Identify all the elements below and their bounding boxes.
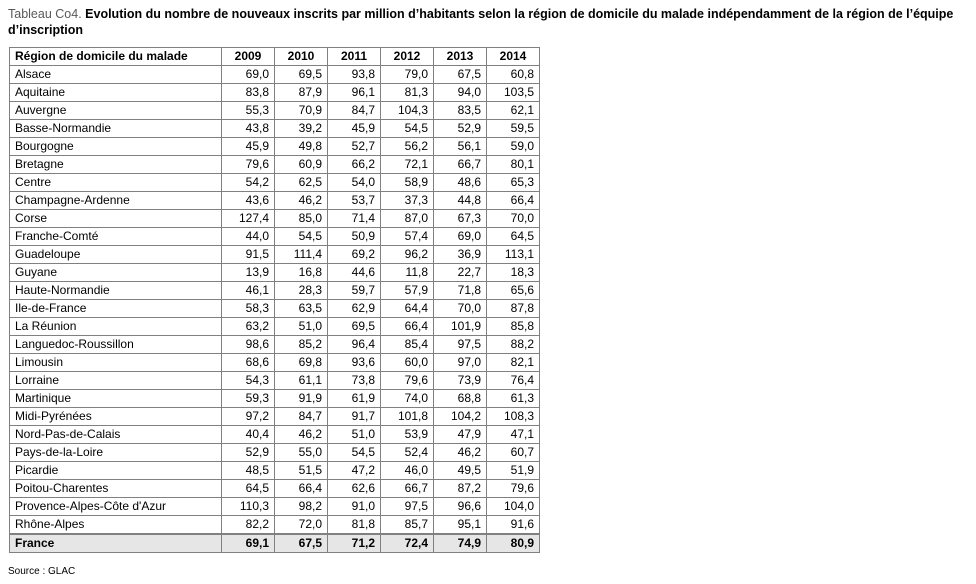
value-cell: 16,8 (275, 264, 328, 282)
region-cell: Haute-Normandie (10, 282, 222, 300)
table-row (10, 516, 540, 535)
value-cell: 54,5 (328, 444, 381, 462)
region-cell: Champagne-Ardenne (10, 192, 222, 210)
value-cell: 56,1 (434, 138, 487, 156)
region-cell: Provence-Alpes-Côte d'Azur (10, 498, 222, 516)
value-cell: 57,4 (381, 228, 434, 246)
table-row (10, 138, 540, 156)
value-cell: 79,6 (381, 372, 434, 390)
table-row (10, 66, 540, 84)
table-row (10, 192, 540, 210)
table-row (10, 282, 540, 300)
value-cell: 104,3 (381, 102, 434, 120)
value-cell: 47,9 (434, 426, 487, 444)
value-cell: 52,4 (381, 444, 434, 462)
table-row (10, 390, 540, 408)
table-row (10, 426, 540, 444)
value-cell: 69,5 (275, 66, 328, 84)
value-cell: 40,4 (222, 426, 275, 444)
value-cell: 69,0 (434, 228, 487, 246)
value-cell: 48,6 (434, 174, 487, 192)
table-row (10, 408, 540, 426)
value-cell: 46,2 (275, 426, 328, 444)
region-cell: Centre (10, 174, 222, 192)
region-cell: Bourgogne (10, 138, 222, 156)
table-row (10, 354, 540, 372)
value-cell: 69,1 (222, 534, 275, 553)
value-cell: 73,9 (434, 372, 487, 390)
value-cell: 46,2 (434, 444, 487, 462)
value-cell: 39,2 (275, 120, 328, 138)
value-cell: 82,2 (222, 516, 275, 535)
value-cell: 60,0 (381, 354, 434, 372)
value-cell: 98,6 (222, 336, 275, 354)
value-cell: 51,9 (487, 462, 540, 480)
table-row (10, 246, 540, 264)
table-row (10, 102, 540, 120)
value-cell: 97,0 (434, 354, 487, 372)
value-cell: 96,4 (328, 336, 381, 354)
region-cell: Alsace (10, 66, 222, 84)
value-cell: 101,8 (381, 408, 434, 426)
region-cell: Auvergne (10, 102, 222, 120)
value-cell: 47,2 (328, 462, 381, 480)
value-cell: 58,9 (381, 174, 434, 192)
table-row (10, 300, 540, 318)
table-row (10, 210, 540, 228)
value-cell: 70,0 (434, 300, 487, 318)
value-cell: 70,0 (487, 210, 540, 228)
value-cell: 72,0 (275, 516, 328, 535)
table-row (10, 480, 540, 498)
value-cell: 67,5 (434, 66, 487, 84)
value-cell: 45,9 (328, 120, 381, 138)
value-cell: 46,2 (275, 192, 328, 210)
column-header-year: 2012 (381, 48, 434, 66)
region-cell: Rhône-Alpes (10, 516, 222, 535)
value-cell: 87,0 (381, 210, 434, 228)
value-cell: 91,9 (275, 390, 328, 408)
table-header-row (10, 48, 540, 66)
value-cell: 66,4 (487, 192, 540, 210)
value-cell: 93,6 (328, 354, 381, 372)
value-cell: 113,1 (487, 246, 540, 264)
value-cell: 44,0 (222, 228, 275, 246)
value-cell: 61,9 (328, 390, 381, 408)
value-cell: 79,0 (381, 66, 434, 84)
value-cell: 101,9 (434, 318, 487, 336)
value-cell: 51,0 (275, 318, 328, 336)
region-cell: Limousin (10, 354, 222, 372)
column-header-region: Région de domicile du malade (10, 48, 222, 66)
value-cell: 80,9 (487, 534, 540, 553)
value-cell: 98,2 (275, 498, 328, 516)
column-header-year: 2011 (328, 48, 381, 66)
value-cell: 104,0 (487, 498, 540, 516)
value-cell: 49,5 (434, 462, 487, 480)
value-cell: 62,6 (328, 480, 381, 498)
value-cell: 66,7 (381, 480, 434, 498)
value-cell: 80,1 (487, 156, 540, 174)
value-cell: 67,3 (434, 210, 487, 228)
value-cell: 91,0 (328, 498, 381, 516)
value-cell: 64,5 (222, 480, 275, 498)
table-row (10, 120, 540, 138)
value-cell: 54,5 (275, 228, 328, 246)
value-cell: 85,0 (275, 210, 328, 228)
value-cell: 111,4 (275, 246, 328, 264)
region-cell: Corse (10, 210, 222, 228)
value-cell: 85,4 (381, 336, 434, 354)
region-cell: Languedoc-Roussillon (10, 336, 222, 354)
value-cell: 81,8 (328, 516, 381, 535)
value-cell: 60,8 (487, 66, 540, 84)
region-cell: Bretagne (10, 156, 222, 174)
region-cell: Pays-de-la-Loire (10, 444, 222, 462)
value-cell: 50,9 (328, 228, 381, 246)
value-cell: 76,4 (487, 372, 540, 390)
value-cell: 66,4 (381, 318, 434, 336)
value-cell: 64,4 (381, 300, 434, 318)
table-row (10, 444, 540, 462)
value-cell: 71,8 (434, 282, 487, 300)
value-cell: 62,9 (328, 300, 381, 318)
table-body (10, 66, 540, 553)
value-cell: 69,0 (222, 66, 275, 84)
value-cell: 22,7 (434, 264, 487, 282)
region-cell: Lorraine (10, 372, 222, 390)
value-cell: 69,8 (275, 354, 328, 372)
value-cell: 60,9 (275, 156, 328, 174)
value-cell: 70,9 (275, 102, 328, 120)
value-cell: 52,9 (434, 120, 487, 138)
region-cell: Picardie (10, 462, 222, 480)
value-cell: 67,5 (275, 534, 328, 553)
value-cell: 69,5 (328, 318, 381, 336)
table-number: Tableau Co4. (8, 7, 82, 21)
table-row (10, 462, 540, 480)
value-cell: 74,0 (381, 390, 434, 408)
value-cell: 62,1 (487, 102, 540, 120)
value-cell: 91,6 (487, 516, 540, 535)
table-title: Evolution du nombre de nouveaux inscrits par million d’habitants selon la région de domicile du malade indépendamment de la région de l’équipe d’inscription (8, 7, 954, 37)
value-cell: 73,8 (328, 372, 381, 390)
region-cell: Nord-Pas-de-Calais (10, 426, 222, 444)
value-cell: 54,3 (222, 372, 275, 390)
value-cell: 54,0 (328, 174, 381, 192)
value-cell: 85,2 (275, 336, 328, 354)
value-cell: 74,9 (434, 534, 487, 553)
value-cell: 85,8 (487, 318, 540, 336)
value-cell: 71,2 (328, 534, 381, 553)
value-cell: 97,5 (381, 498, 434, 516)
value-cell: 28,3 (275, 282, 328, 300)
value-cell: 58,3 (222, 300, 275, 318)
value-cell: 59,3 (222, 390, 275, 408)
value-cell: 36,9 (434, 246, 487, 264)
value-cell: 13,9 (222, 264, 275, 282)
value-cell: 54,2 (222, 174, 275, 192)
region-cell: Guyane (10, 264, 222, 282)
value-cell: 62,5 (275, 174, 328, 192)
value-cell: 11,8 (381, 264, 434, 282)
column-header-year: 2009 (222, 48, 275, 66)
value-cell: 69,2 (328, 246, 381, 264)
value-cell: 68,6 (222, 354, 275, 372)
value-cell: 127,4 (222, 210, 275, 228)
region-cell: Martinique (10, 390, 222, 408)
value-cell: 97,5 (434, 336, 487, 354)
value-cell: 108,3 (487, 408, 540, 426)
value-cell: 87,8 (487, 300, 540, 318)
value-cell: 83,5 (434, 102, 487, 120)
source-note: Source : GLAC (8, 566, 76, 577)
value-cell: 87,9 (275, 84, 328, 102)
value-cell: 55,3 (222, 102, 275, 120)
value-cell: 110,3 (222, 498, 275, 516)
value-cell: 54,5 (381, 120, 434, 138)
table-row (10, 336, 540, 354)
value-cell: 91,5 (222, 246, 275, 264)
value-cell: 84,7 (328, 102, 381, 120)
value-cell: 82,1 (487, 354, 540, 372)
value-cell: 87,2 (434, 480, 487, 498)
value-cell: 72,1 (381, 156, 434, 174)
value-cell: 59,0 (487, 138, 540, 156)
value-cell: 18,3 (487, 264, 540, 282)
value-cell: 44,8 (434, 192, 487, 210)
value-cell: 83,8 (222, 84, 275, 102)
value-cell: 63,5 (275, 300, 328, 318)
value-cell: 53,7 (328, 192, 381, 210)
value-cell: 66,7 (434, 156, 487, 174)
data-table (9, 47, 540, 553)
value-cell: 49,8 (275, 138, 328, 156)
value-cell: 52,7 (328, 138, 381, 156)
value-cell: 104,2 (434, 408, 487, 426)
value-cell: 57,9 (381, 282, 434, 300)
region-cell: La Réunion (10, 318, 222, 336)
column-header-year: 2010 (275, 48, 328, 66)
value-cell: 43,8 (222, 120, 275, 138)
table-row (10, 264, 540, 282)
value-cell: 93,8 (328, 66, 381, 84)
value-cell: 65,3 (487, 174, 540, 192)
table-row (10, 372, 540, 390)
value-cell: 94,0 (434, 84, 487, 102)
value-cell: 51,0 (328, 426, 381, 444)
value-cell: 60,7 (487, 444, 540, 462)
region-cell: Poitou-Charentes (10, 480, 222, 498)
value-cell: 55,0 (275, 444, 328, 462)
value-cell: 59,5 (487, 120, 540, 138)
value-cell: 37,3 (381, 192, 434, 210)
value-cell: 65,6 (487, 282, 540, 300)
table-row (10, 498, 540, 516)
column-header-year: 2013 (434, 48, 487, 66)
value-cell: 61,1 (275, 372, 328, 390)
value-cell: 71,4 (328, 210, 381, 228)
value-cell: 63,2 (222, 318, 275, 336)
value-cell: 79,6 (222, 156, 275, 174)
value-cell: 47,1 (487, 426, 540, 444)
value-cell: 46,1 (222, 282, 275, 300)
region-cell: Ile-de-France (10, 300, 222, 318)
region-cell: Guadeloupe (10, 246, 222, 264)
value-cell: 53,9 (381, 426, 434, 444)
table-row (10, 318, 540, 336)
value-cell: 96,6 (434, 498, 487, 516)
value-cell: 44,6 (328, 264, 381, 282)
column-header-year: 2014 (487, 48, 540, 66)
table-row (10, 174, 540, 192)
region-cell: Aquitaine (10, 84, 222, 102)
value-cell: 66,4 (275, 480, 328, 498)
value-cell: 72,4 (381, 534, 434, 553)
value-cell: 59,7 (328, 282, 381, 300)
table-row (10, 156, 540, 174)
table-row (10, 228, 540, 246)
value-cell: 56,2 (381, 138, 434, 156)
value-cell: 96,2 (381, 246, 434, 264)
value-cell: 48,5 (222, 462, 275, 480)
value-cell: 52,9 (222, 444, 275, 462)
region-cell: Franche-Comté (10, 228, 222, 246)
total-row (10, 534, 540, 553)
value-cell: 96,1 (328, 84, 381, 102)
value-cell: 88,2 (487, 336, 540, 354)
value-cell: 46,0 (381, 462, 434, 480)
value-cell: 45,9 (222, 138, 275, 156)
value-cell: 81,3 (381, 84, 434, 102)
table-row (10, 84, 540, 102)
value-cell: 84,7 (275, 408, 328, 426)
value-cell: 43,6 (222, 192, 275, 210)
value-cell: 66,2 (328, 156, 381, 174)
value-cell: 79,6 (487, 480, 540, 498)
region-cell: Basse-Normandie (10, 120, 222, 138)
value-cell: 61,3 (487, 390, 540, 408)
region-cell: Midi-Pyrénées (10, 408, 222, 426)
value-cell: 91,7 (328, 408, 381, 426)
value-cell: 85,7 (381, 516, 434, 535)
value-cell: 97,2 (222, 408, 275, 426)
value-cell: 68,8 (434, 390, 487, 408)
region-cell: France (10, 534, 222, 553)
table-caption (8, 6, 968, 38)
value-cell: 51,5 (275, 462, 328, 480)
value-cell: 103,5 (487, 84, 540, 102)
value-cell: 95,1 (434, 516, 487, 535)
value-cell: 64,5 (487, 228, 540, 246)
